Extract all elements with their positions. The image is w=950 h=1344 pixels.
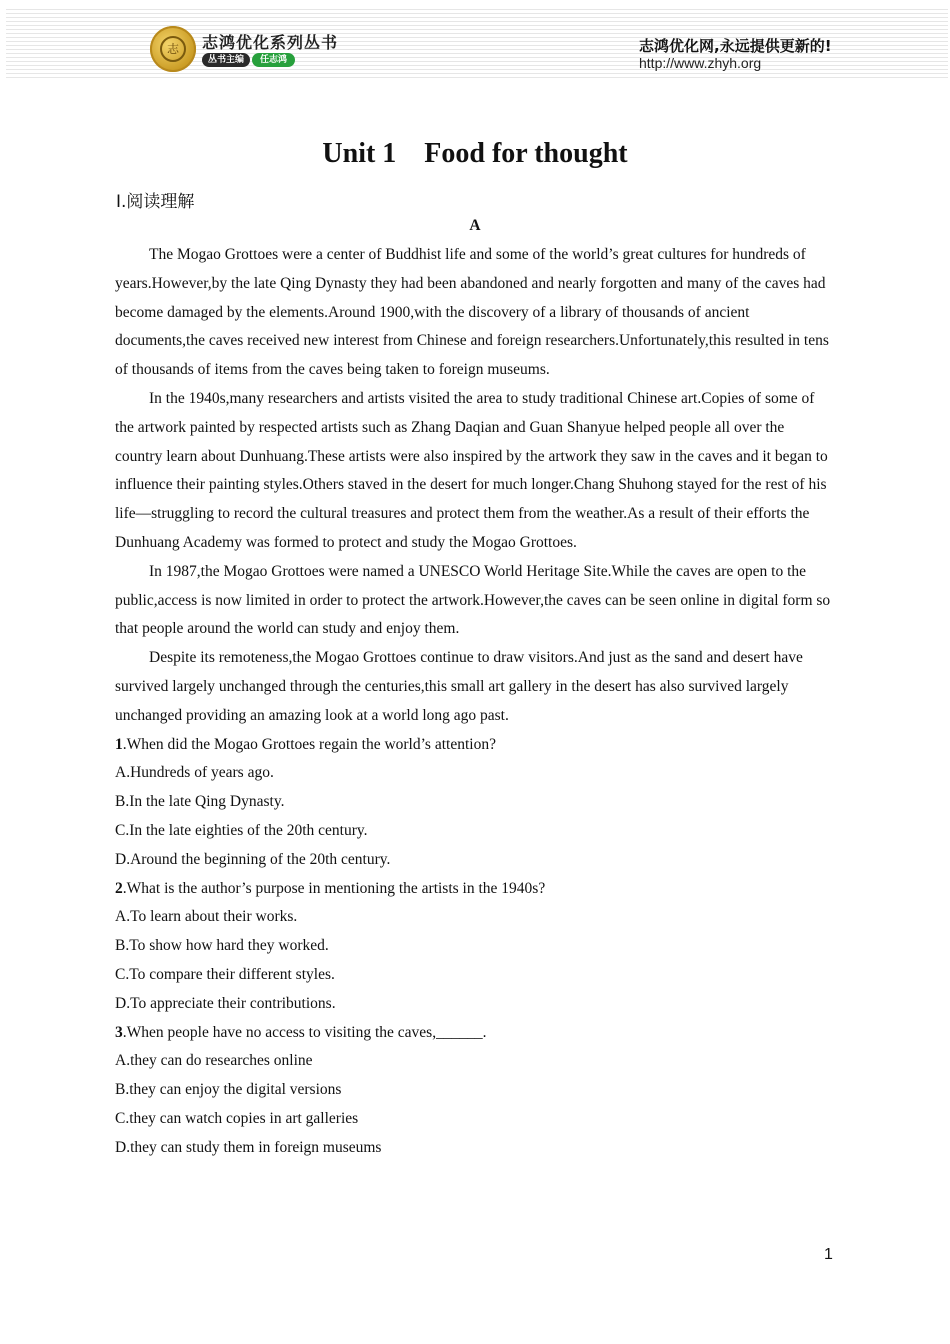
paragraph: The Mogao Grottoes were a center of Buddhist life and some of the world’s great cultures for hundreds of years.However,by the late Qing Dynasty they had been abandoned and nearly forgotten and many of the caves had become damaged by the elements.Around 1900,with the discovery of a library of thousands of ancient documents,the caves received new interest from Chinese and foreign researchers.Unfortunately,this resulted in tens of thousands of items from the caves being taken to foreign museums. <box>115 246 829 379</box>
logo-emblem: 志 <box>160 36 186 62</box>
question-text: .When did the Mogao Grottoes regain the world’s attention? <box>122 735 496 753</box>
editor-name: 任志鸿 <box>252 53 295 67</box>
question-number: 2 <box>115 879 123 897</box>
question-number: 1 <box>115 735 123 753</box>
document-body <box>115 241 835 1163</box>
publisher-logo-icon <box>150 26 196 72</box>
paragraph: In 1987,the Mogao Grottoes were named a UNESCO World Heritage Site.While the caves are open to the public,access is now limited in order to protect the artwork.However,the caves can be seen online in digital form so that people around the world can study and enjoy them. <box>115 562 831 638</box>
paragraph: Despite its remoteness,the Mogao Grottoes continue to draw visitors.And just as the sand and desert have survived largely unchanged through the centuries,this small art gallery in the desert has also survived largely unchanged providing an amazing look at a world long ago past. <box>115 649 803 724</box>
answer-option: A.To learn about their works. <box>115 908 298 926</box>
question-stem <box>115 875 835 904</box>
series-title: 志鸿优化系列丛书 <box>202 33 339 52</box>
page-title: Unit 1 Food for thought <box>322 138 628 169</box>
answer-option: C.To compare their different styles. <box>115 965 335 983</box>
answer-option: A.they can do researches online <box>115 1052 313 1070</box>
answer-option: B.they can enjoy the digital versions <box>115 1081 342 1099</box>
answer-option: A.Hundreds of years ago. <box>115 764 274 782</box>
answer-option: D.To appreciate their contributions. <box>115 994 336 1012</box>
answer-option: C.In the late eighties of the 20th century. <box>115 821 368 839</box>
section-heading: Ⅰ.阅读理解 <box>116 192 195 212</box>
passage-label: A <box>469 217 481 234</box>
question-text: .What is the author’s purpose in mentioning the artists in the 1940s? <box>122 879 546 897</box>
answer-option: C.they can watch copies in art galleries <box>115 1109 359 1127</box>
answer-option: D.Around the beginning of the 20th century. <box>115 850 391 868</box>
question-stem <box>115 731 835 760</box>
header-slogan: 志鸿优化网,永远提供更新的! <box>639 37 832 55</box>
header-site-link[interactable]: http://www.zhyh.org <box>639 55 762 71</box>
question-text: .When people have no access to visiting the caves,______. <box>122 1023 487 1041</box>
question-number: 3 <box>115 1023 123 1041</box>
page-number: 1 <box>824 1246 833 1263</box>
page-header <box>6 6 948 80</box>
answer-option: B.To show how hard they worked. <box>115 937 329 955</box>
answer-option: D.they can study them in foreign museums <box>115 1138 382 1156</box>
editor-label: 丛书主编 <box>202 53 250 67</box>
paragraph: In the 1940s,many researchers and artists visited the area to study traditional Chinese art.Copies of some of the artwork painted by respected artists such as Zhang Daqian and Guan Shanyue helped people all over the country learn about Dunhuang.These artists were also inspired by the artwork they saw in the caves and it began to influence their painting styles.Others staved in the desert for much longer.Chang Shuhong stayed for the rest of his life—struggling to record the cultural treasures and protect them from the weather.As a result of their efforts the Dunhuang Academy was formed to protect and study the Mogao Grottoes. <box>115 389 828 551</box>
answer-option: B.In the late Qing Dynasty. <box>115 793 285 811</box>
question-stem <box>115 1019 835 1048</box>
